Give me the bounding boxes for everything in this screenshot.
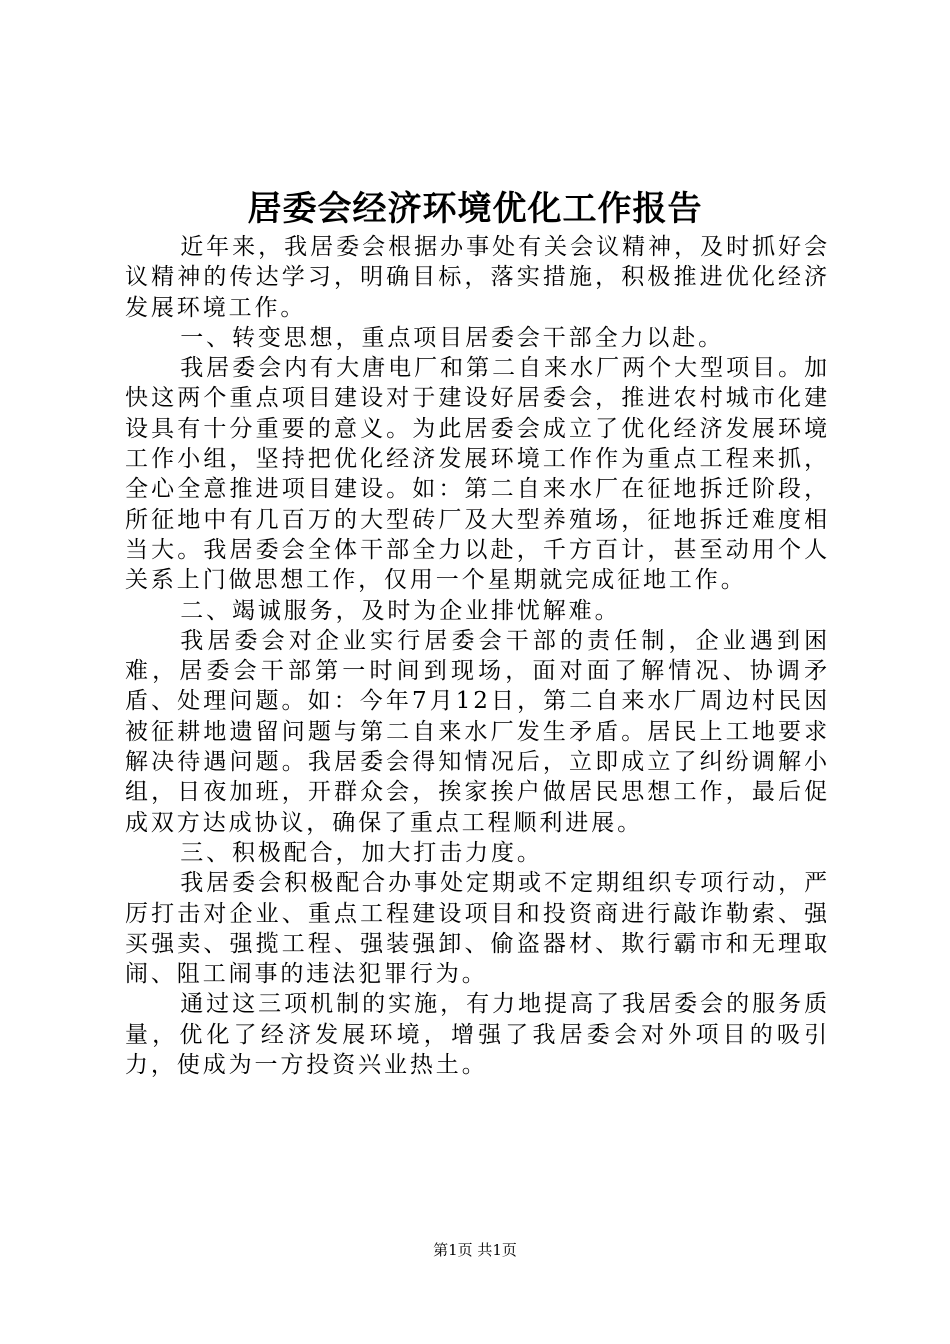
intro-paragraph: 近年来，我居委会根据办事处有关会议精神，及时抓好会议精神的传达学习，明确目标，落实措施，积极推进优化经济发展环境工作。: [125, 234, 830, 321]
section-heading-3: 三、积极配合，加大打击力度。: [180, 839, 543, 866]
section-heading-2: 二、竭诚服务，及时为企业排忧解难。: [180, 597, 621, 624]
section-paragraph-1: 我居委会内有大唐电厂和第二自来水厂两个大型项目。加快这两个重点项目建设对于建设好居委会，推进农村城市化建设具有十分重要的意义。为此居委会成立了优化经济发展环境工作小组，坚持把优化经济发展环境工作作为重点工程来抓，全心全意推进项目建设。如：第二自来水厂在征地拆迁阶段，所征地中有几百万的大型砖厂及大型养殖场，征地拆迁难度相当大。我居委会全体干部全力以赴，千方百计，甚至动用个人关系上门做思想工作，仅用一个星期就完成征地工作。: [125, 355, 830, 594]
page-number-footer: 第1页 共1页: [433, 1241, 517, 1259]
section-paragraph-2: 我居委会对企业实行居委会干部的责任制，企业遇到困难，居委会干部第一时间到现场，面对面了解情况、协调矛盾、处理问题。如：今年7月12日，第二自来水厂周边村民因被征耕地遗留问题与第二自来水厂发生矛盾。居民上工地要求解决待遇问题。我居委会得知情况后，立即成立了纠纷调解小组，日夜加班，开群众会，挨家挨户做居民思想工作，最后促成双方达成协议，确保了重点工程顺利进展。: [125, 627, 830, 836]
section-paragraph-3: 我居委会积极配合办事处定期或不定期组织专项行动，严厉打击对企业、重点工程建设项目和投资商进行敲诈勒索、强买强卖、强揽工程、强装强卸、偷盗器材、欺行霸市和无理取闹、阻工闹事的违法犯罪行为。: [125, 870, 830, 988]
document-body: [125, 232, 830, 1080]
section-heading-1: 一、转变思想，重点项目居委会干部全力以赴。: [180, 324, 725, 351]
conclusion-paragraph: 通过这三项机制的实施，有力地提高了我居委会的服务质量，优化了经济发展环境，增强了我居委会对外项目的吸引力，使成为一方投资兴业热土。: [125, 991, 830, 1079]
document-title: 居委会经济环境优化工作报告: [247, 189, 703, 229]
